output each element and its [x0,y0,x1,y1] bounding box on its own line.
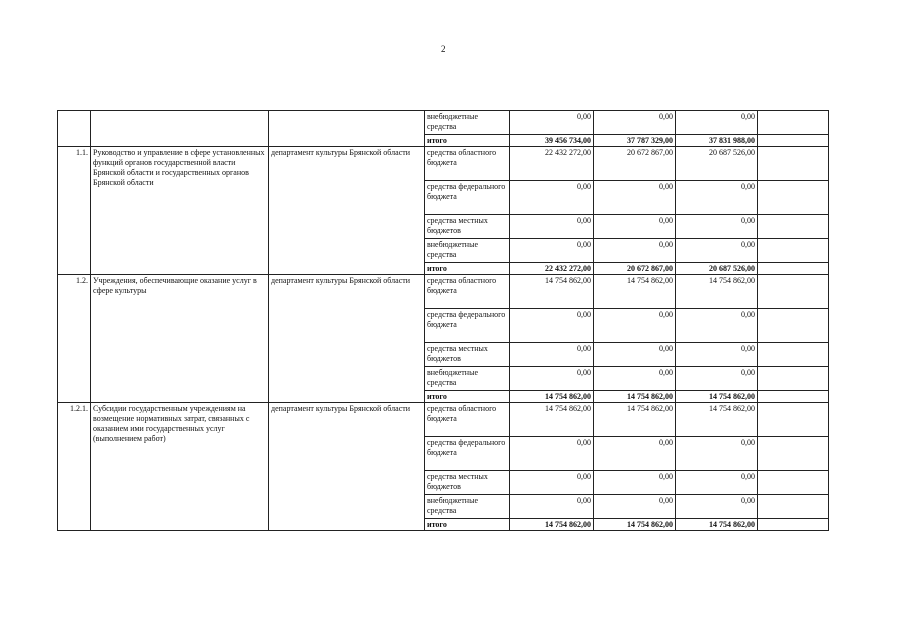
value-cell: 0,00 [676,495,758,519]
num-cell: 1.1. [58,147,91,275]
value-cell: 0,00 [676,309,758,343]
table-row [58,111,829,135]
value-cell: 14 754 862,00 [676,519,758,531]
empty-cell [758,309,829,343]
value-cell: 0,00 [594,111,676,135]
name-cell: Руководство и управление в сфере установленных функций органов государственной власти Брянской области и государственных органов Брянской области [91,147,269,275]
value-cell: 0,00 [510,495,594,519]
value-cell: 0,00 [594,215,676,239]
empty-cell [758,343,829,367]
empty-cell [758,239,829,263]
table-row [58,403,829,437]
value-cell: 14 754 862,00 [510,275,594,309]
value-cell: 0,00 [510,471,594,495]
empty-cell [758,519,829,531]
value-cell: 14 754 862,00 [594,391,676,403]
name-cell [91,111,269,147]
value-cell: 20 687 526,00 [676,263,758,275]
executor-cell: департамент культуры Брянской области [269,403,425,531]
num-cell [58,111,91,147]
executor-cell: департамент культуры Брянской области [269,275,425,403]
value-cell: 14 754 862,00 [676,275,758,309]
source-label: итого [425,519,510,531]
value-cell: 22 432 272,00 [510,263,594,275]
empty-cell [758,437,829,471]
table-row [58,275,829,309]
value-cell: 0,00 [510,437,594,471]
empty-cell [758,215,829,239]
value-cell: 0,00 [676,367,758,391]
source-label: средства областного бюджета [425,275,510,309]
empty-cell [758,367,829,391]
budget-table [57,110,829,531]
empty-cell [758,403,829,437]
value-cell: 39 456 734,00 [510,135,594,147]
num-cell: 1.2.1. [58,403,91,531]
value-cell: 14 754 862,00 [510,403,594,437]
executor-cell: департамент культуры Брянской области [269,147,425,275]
value-cell: 20 672 867,00 [594,147,676,181]
source-label: средства местных бюджетов [425,343,510,367]
source-label: итого [425,263,510,275]
value-cell: 22 432 272,00 [510,147,594,181]
source-label: итого [425,135,510,147]
name-cell: Учреждения, обеспечивающие оказание услуг в сфере культуры [91,275,269,403]
empty-cell [758,135,829,147]
value-cell: 0,00 [510,111,594,135]
page-number: 2 [441,44,446,54]
value-cell: 14 754 862,00 [510,391,594,403]
value-cell: 14 754 862,00 [676,391,758,403]
source-label: итого [425,391,510,403]
source-label: внебюджетные средства [425,495,510,519]
value-cell: 20 687 526,00 [676,147,758,181]
empty-cell [758,111,829,135]
value-cell: 0,00 [510,343,594,367]
value-cell: 0,00 [676,181,758,215]
value-cell: 14 754 862,00 [594,275,676,309]
value-cell: 0,00 [510,367,594,391]
value-cell: 0,00 [676,437,758,471]
source-label: средства федерального бюджета [425,437,510,471]
value-cell: 20 672 867,00 [594,263,676,275]
name-cell: Субсидии государственным учреждениям на возмещение нормативных затрат, связанных с оказанием ими государственных услуг (выполнением работ) [91,403,269,531]
num-cell: 1.2. [58,275,91,403]
source-label: внебюджетные средства [425,367,510,391]
value-cell: 0,00 [510,181,594,215]
source-label: средства местных бюджетов [425,471,510,495]
value-cell: 0,00 [676,343,758,367]
value-cell: 0,00 [594,471,676,495]
value-cell: 14 754 862,00 [676,403,758,437]
value-cell: 0,00 [510,309,594,343]
value-cell: 0,00 [510,215,594,239]
source-label: внебюджетные средства [425,239,510,263]
value-cell: 0,00 [594,181,676,215]
executor-cell [269,111,425,147]
value-cell: 0,00 [594,239,676,263]
empty-cell [758,263,829,275]
value-cell: 14 754 862,00 [594,519,676,531]
empty-cell [758,181,829,215]
source-label: средства федерального бюджета [425,309,510,343]
source-label: средства местных бюджетов [425,215,510,239]
value-cell: 14 754 862,00 [594,403,676,437]
value-cell: 0,00 [676,111,758,135]
value-cell: 0,00 [676,471,758,495]
empty-cell [758,147,829,181]
value-cell: 0,00 [594,309,676,343]
empty-cell [758,495,829,519]
value-cell: 0,00 [510,239,594,263]
value-cell: 37 787 329,00 [594,135,676,147]
empty-cell [758,391,829,403]
source-label: средства областного бюджета [425,403,510,437]
value-cell: 0,00 [676,239,758,263]
empty-cell [758,275,829,309]
source-label: средства областного бюджета [425,147,510,181]
value-cell: 0,00 [594,437,676,471]
table-row [58,147,829,181]
source-label: средства федерального бюджета [425,181,510,215]
value-cell: 0,00 [594,343,676,367]
value-cell: 0,00 [594,367,676,391]
source-label: внебюджетные средства [425,111,510,135]
empty-cell [758,471,829,495]
value-cell: 14 754 862,00 [510,519,594,531]
value-cell: 37 831 988,00 [676,135,758,147]
value-cell: 0,00 [676,215,758,239]
value-cell: 0,00 [594,495,676,519]
